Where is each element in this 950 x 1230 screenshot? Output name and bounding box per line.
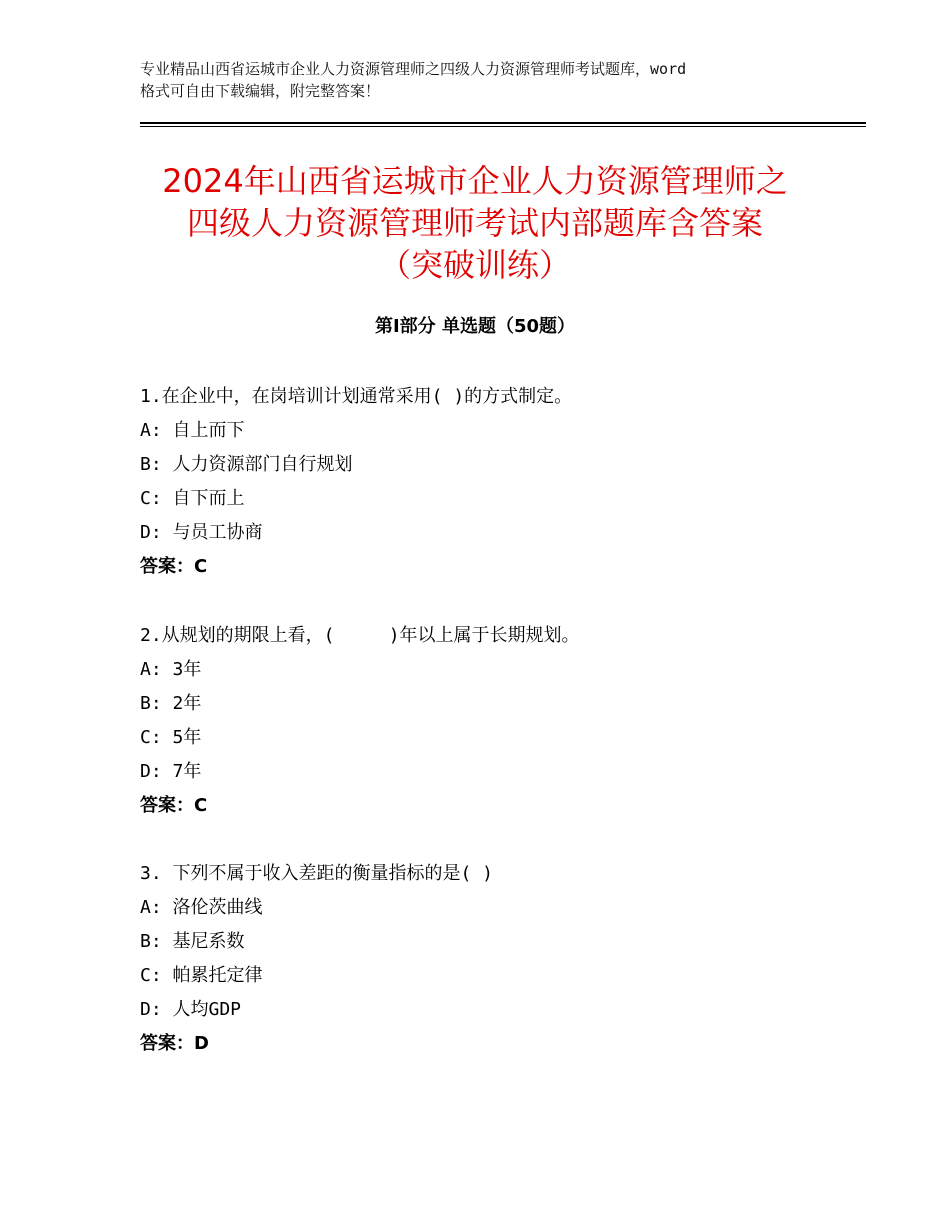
option-a: A: 自上而下 bbox=[140, 420, 245, 441]
header-note-line-2: 格式可自由下载编辑，附完整答案！ bbox=[140, 82, 381, 100]
section-heading: 第Ⅰ部分 单选题（50题） bbox=[374, 316, 575, 337]
option-b: B: 2年 bbox=[140, 693, 202, 714]
header-rule-thick bbox=[140, 122, 866, 124]
title-line-2: 四级人力资源管理师考试内部题库含答案 bbox=[186, 204, 763, 242]
question-2 bbox=[140, 619, 840, 823]
answer: 答案：D bbox=[140, 1033, 209, 1054]
header-rule-thin bbox=[140, 126, 866, 127]
header-note bbox=[140, 58, 830, 102]
option-d: D: 7年 bbox=[140, 761, 202, 782]
option-d: D: 人均GDP bbox=[140, 999, 242, 1020]
answer: 答案：C bbox=[140, 556, 208, 577]
option-a: A: 洛伦茨曲线 bbox=[140, 897, 263, 918]
option-c: C: 5年 bbox=[140, 727, 202, 748]
question-stem: 3. 下列不属于收入差距的衡量指标的是( ) bbox=[140, 863, 494, 884]
title-line-1: 2024年山西省运城市企业人力资源管理师之 bbox=[162, 162, 788, 200]
option-c: C: 帕累托定律 bbox=[140, 965, 263, 986]
answer: 答案：C bbox=[140, 795, 208, 816]
option-b: B: 人力资源部门自行规划 bbox=[140, 454, 353, 475]
question-stem: 2.从规划的期限上看，( )年以上属于长期规划。 bbox=[140, 625, 580, 646]
option-b: B: 基尼系数 bbox=[140, 931, 245, 952]
option-a: A: 3年 bbox=[140, 659, 202, 680]
option-d: D: 与员工协商 bbox=[140, 522, 263, 543]
question-3 bbox=[140, 857, 840, 1061]
title-line-3: （突破训练） bbox=[378, 246, 571, 284]
header-note-line-1: 专业精品山西省运城市企业人力资源管理师之四级人力资源管理师考试题库，word bbox=[140, 60, 687, 78]
question-1 bbox=[140, 380, 840, 584]
question-stem: 1.在企业中，在岗培训计划通常采用( )的方式制定。 bbox=[140, 386, 573, 407]
document-title bbox=[100, 160, 850, 286]
option-c: C: 自下而上 bbox=[140, 488, 245, 509]
